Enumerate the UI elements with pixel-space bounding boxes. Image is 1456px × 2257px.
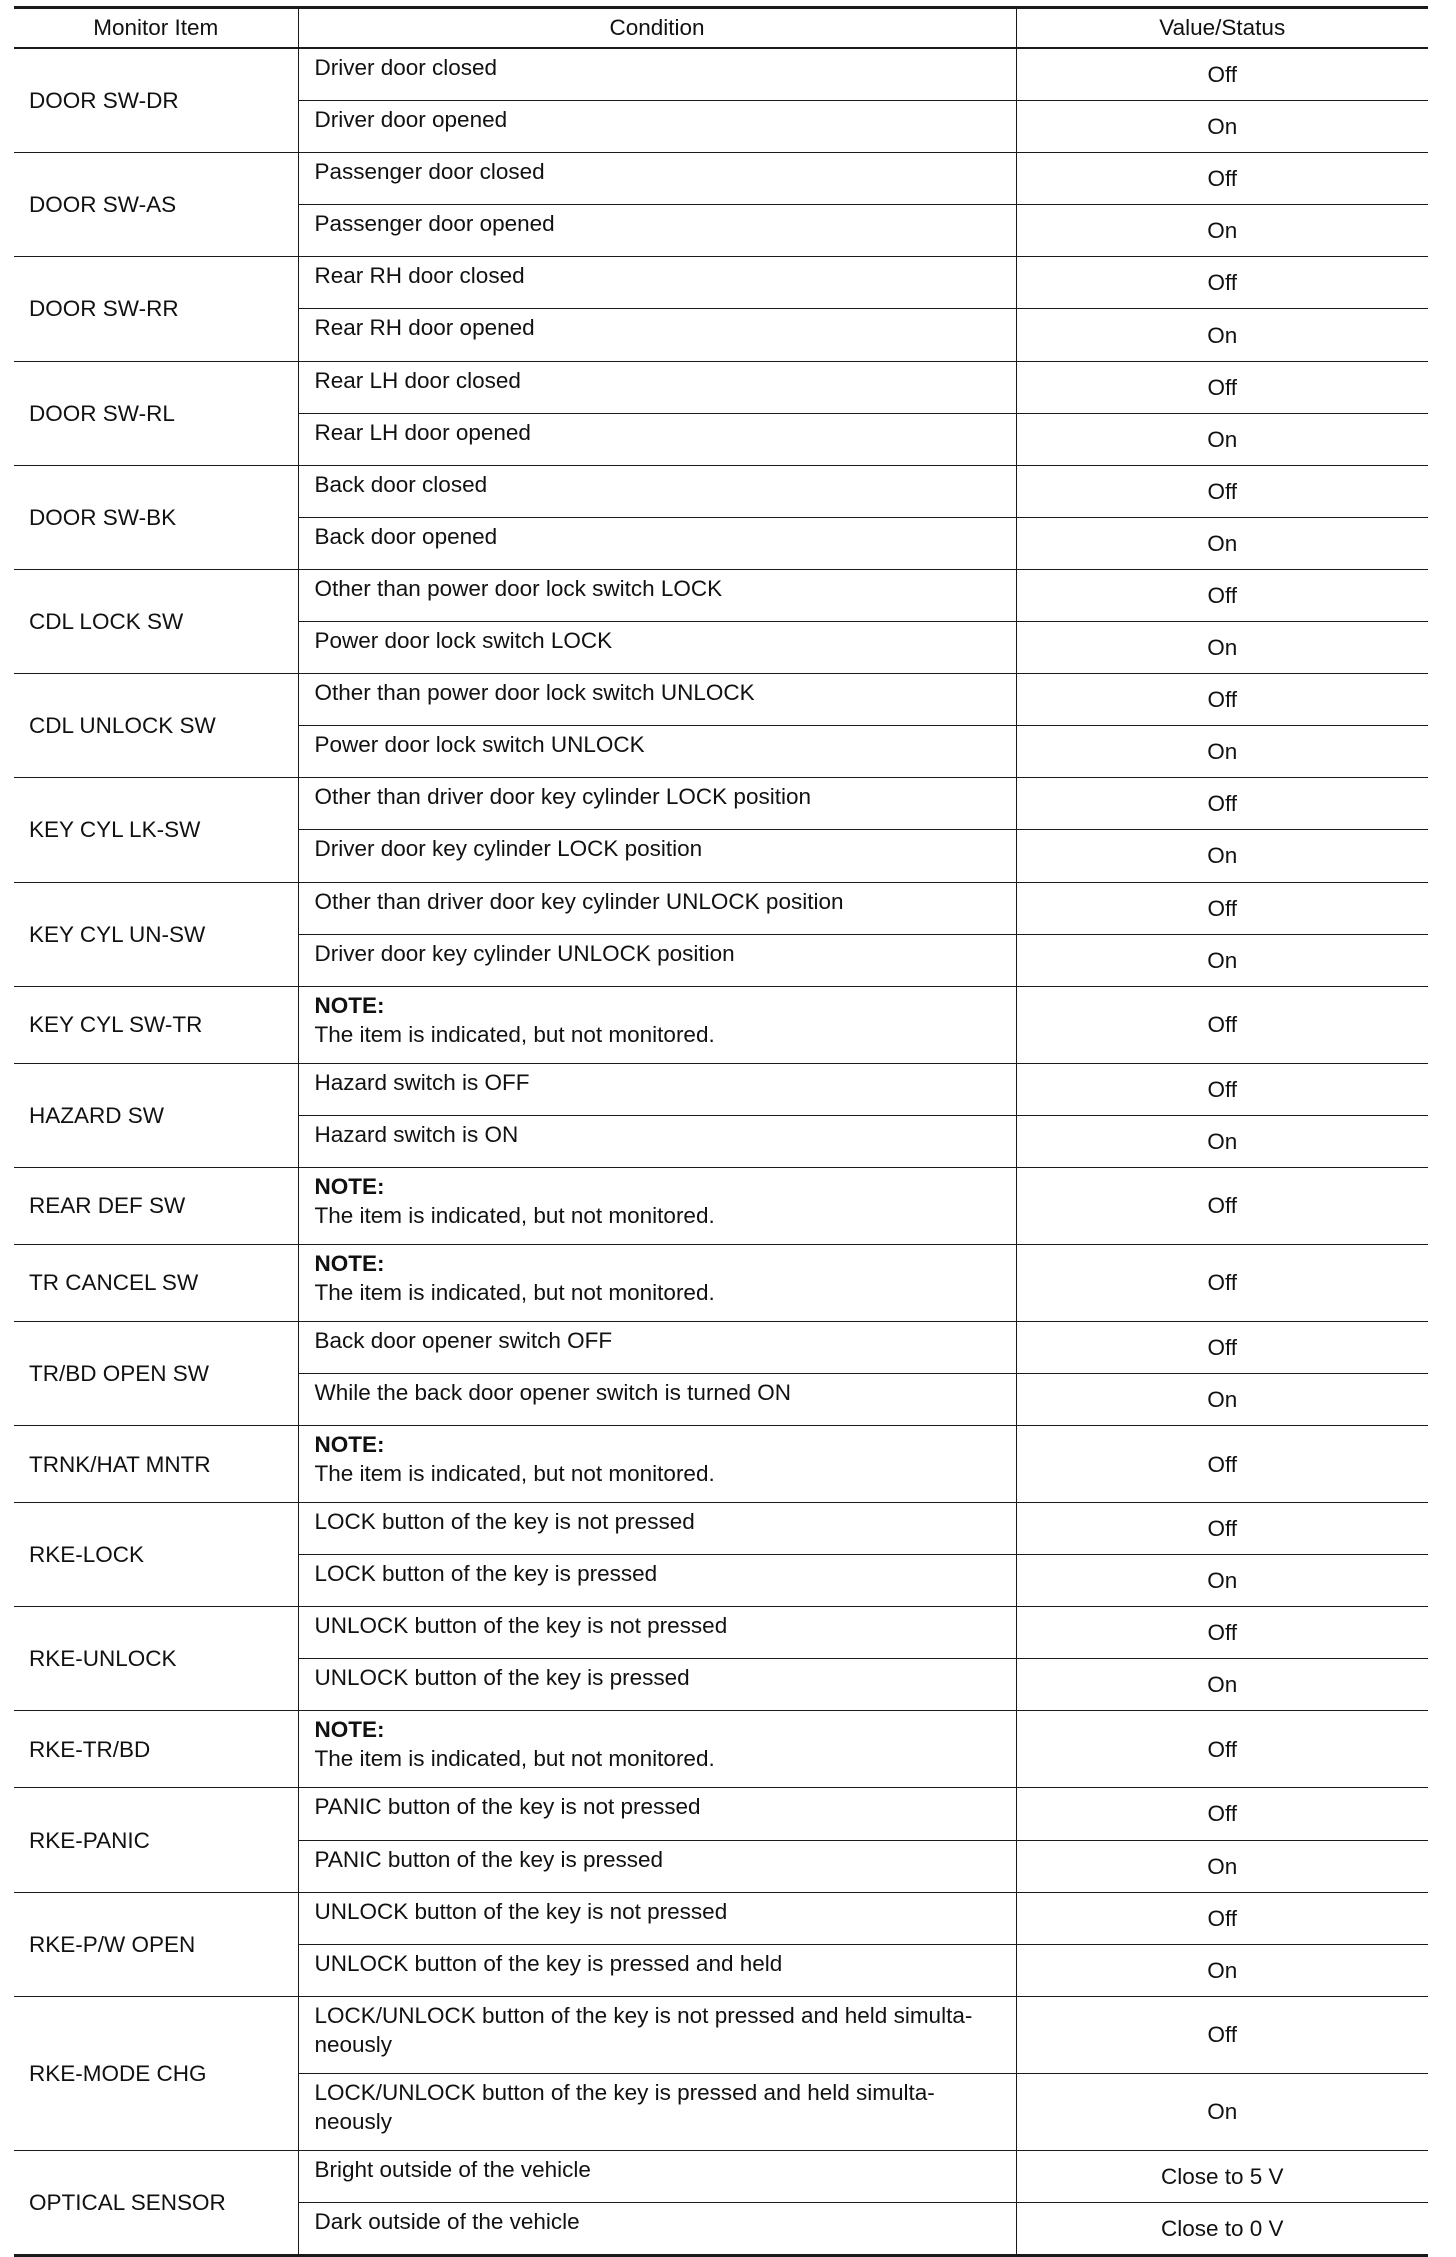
value-status-cell: On <box>1016 413 1428 465</box>
note-text: The item is indicated, but not monitored. <box>314 1461 715 1487</box>
monitor-item-cell: KEY CYL SW-TR <box>14 986 298 1063</box>
table-body <box>14 48 1428 2256</box>
monitor-item-cell: RKE-PANIC <box>14 1788 298 1892</box>
monitor-item-cell: KEY CYL UN-SW <box>14 882 298 986</box>
condition-cell: Other than power door lock switch UNLOCK <box>298 674 1016 726</box>
condition-cell: Power door lock switch UNLOCK <box>298 726 1016 778</box>
monitor-item-cell: TR CANCEL SW <box>14 1244 298 1321</box>
value-status-cell: On <box>1016 1115 1428 1167</box>
note-text: The item is indicated, but not monitored. <box>314 1746 715 1772</box>
value-status-cell: On <box>1016 934 1428 986</box>
table-row <box>14 986 1428 1063</box>
monitor-item-cell: RKE-LOCK <box>14 1503 298 1607</box>
condition-cell: While the back door opener switch is turned ON <box>298 1373 1016 1425</box>
condition-cell: Hazard switch is ON <box>298 1115 1016 1167</box>
monitor-item-cell: DOOR SW-RR <box>14 257 298 361</box>
table-row <box>14 674 1428 726</box>
condition-note-cell <box>298 1426 1016 1503</box>
value-status-cell: Off <box>1016 153 1428 205</box>
header-value-status: Value/Status <box>1016 8 1428 49</box>
value-status-cell: Off <box>1016 465 1428 517</box>
table-row <box>14 2150 1428 2202</box>
condition-cell: Other than power door lock switch LOCK <box>298 569 1016 621</box>
table-row <box>14 257 1428 309</box>
table-row <box>14 1167 1428 1244</box>
value-status-cell: Off <box>1016 569 1428 621</box>
table-row <box>14 361 1428 413</box>
condition-cell: Rear RH door closed <box>298 257 1016 309</box>
value-status-cell: Off <box>1016 778 1428 830</box>
monitor-item-cell: DOOR SW-BK <box>14 465 298 569</box>
header-monitor-item: Monitor Item <box>14 8 298 49</box>
value-status-cell: Off <box>1016 1711 1428 1788</box>
table-row <box>14 1892 1428 1944</box>
condition-cell: Back door opener switch OFF <box>298 1321 1016 1373</box>
condition-cell: UNLOCK button of the key is pressed and held <box>298 1944 1016 1996</box>
monitor-item-cell: RKE-UNLOCK <box>14 1607 298 1711</box>
monitor-item-cell: RKE-TR/BD <box>14 1711 298 1788</box>
value-status-cell: Off <box>1016 882 1428 934</box>
value-status-cell: Off <box>1016 1244 1428 1321</box>
table-row <box>14 153 1428 205</box>
table-row <box>14 1321 1428 1373</box>
note-label: NOTE: <box>314 1173 385 1199</box>
value-status-cell: On <box>1016 830 1428 882</box>
value-status-cell: On <box>1016 309 1428 361</box>
condition-cell: LOCK button of the key is pressed <box>298 1555 1016 1607</box>
monitor-item-cell: RKE-P/W OPEN <box>14 1892 298 1996</box>
value-status-cell: On <box>1016 726 1428 778</box>
header-condition: Condition <box>298 8 1016 49</box>
value-status-cell: On <box>1016 1555 1428 1607</box>
value-status-cell: Off <box>1016 1996 1428 2073</box>
note-label: NOTE: <box>314 1717 385 1743</box>
note-text: The item is indicated, but not monitored. <box>314 1279 715 1305</box>
value-status-cell: Off <box>1016 361 1428 413</box>
value-status-cell: On <box>1016 205 1428 257</box>
table-row <box>14 1244 1428 1321</box>
condition-cell: UNLOCK button of the key is not pressed <box>298 1607 1016 1659</box>
monitor-table-container <box>14 6 1428 2257</box>
value-status-cell: Off <box>1016 1503 1428 1555</box>
condition-cell: Back door opened <box>298 517 1016 569</box>
value-status-cell: On <box>1016 1840 1428 1892</box>
value-status-cell: Close to 5 V <box>1016 2150 1428 2202</box>
monitor-item-cell: REAR DEF SW <box>14 1167 298 1244</box>
note-text: The item is indicated, but not monitored. <box>314 1202 715 1228</box>
monitor-item-cell: TR/BD OPEN SW <box>14 1321 298 1425</box>
condition-cell: Power door lock switch LOCK <box>298 622 1016 674</box>
monitor-item-cell: CDL UNLOCK SW <box>14 674 298 778</box>
value-status-cell: Off <box>1016 1063 1428 1115</box>
value-status-cell: On <box>1016 1373 1428 1425</box>
monitor-item-cell: DOOR SW-RL <box>14 361 298 465</box>
condition-note-cell <box>298 1167 1016 1244</box>
condition-cell: Other than driver door key cylinder UNLOCK position <box>298 882 1016 934</box>
table-row <box>14 465 1428 517</box>
table-row <box>14 1711 1428 1788</box>
table-row <box>14 1063 1428 1115</box>
table-row <box>14 1426 1428 1503</box>
condition-cell: UNLOCK button of the key is pressed <box>298 1659 1016 1711</box>
monitor-item-cell: RKE-MODE CHG <box>14 1996 298 2150</box>
table-row <box>14 1788 1428 1840</box>
condition-note-cell <box>298 1711 1016 1788</box>
condition-cell: LOCK button of the key is not pressed <box>298 1503 1016 1555</box>
monitor-item-cell: TRNK/HAT MNTR <box>14 1426 298 1503</box>
condition-cell: Driver door opened <box>298 101 1016 153</box>
condition-cell: UNLOCK button of the key is not pressed <box>298 1892 1016 1944</box>
monitor-item-cell: CDL LOCK SW <box>14 569 298 673</box>
monitor-item-cell: OPTICAL SENSOR <box>14 2150 298 2255</box>
condition-note-cell <box>298 1244 1016 1321</box>
value-status-cell: Off <box>1016 674 1428 726</box>
condition-cell: Other than driver door key cylinder LOCK position <box>298 778 1016 830</box>
condition-cell: Driver door key cylinder LOCK position <box>298 830 1016 882</box>
value-status-cell: Off <box>1016 1321 1428 1373</box>
table-row <box>14 1503 1428 1555</box>
value-status-cell: On <box>1016 2073 1428 2150</box>
value-status-cell: On <box>1016 1944 1428 1996</box>
condition-note-cell <box>298 986 1016 1063</box>
condition-cell: Driver door closed <box>298 48 1016 101</box>
value-status-cell: Off <box>1016 1167 1428 1244</box>
table-row <box>14 1607 1428 1659</box>
note-text: The item is indicated, but not monitored. <box>314 1021 715 1047</box>
condition-cell: Bright outside of the vehicle <box>298 2150 1016 2202</box>
value-status-cell: Off <box>1016 1426 1428 1503</box>
condition-cell: Rear RH door opened <box>298 309 1016 361</box>
value-status-cell: Close to 0 V <box>1016 2202 1428 2255</box>
monitor-item-cell: KEY CYL LK-SW <box>14 778 298 882</box>
table-row <box>14 778 1428 830</box>
monitor-item-table <box>14 6 1428 2257</box>
table-row <box>14 882 1428 934</box>
condition-cell: Rear LH door opened <box>298 413 1016 465</box>
value-status-cell: On <box>1016 622 1428 674</box>
condition-cell: Passenger door opened <box>298 205 1016 257</box>
value-status-cell: Off <box>1016 986 1428 1063</box>
condition-cell: Hazard switch is OFF <box>298 1063 1016 1115</box>
condition-cell: Back door closed <box>298 465 1016 517</box>
value-status-cell: Off <box>1016 1788 1428 1840</box>
table-row <box>14 48 1428 101</box>
table-header-row <box>14 8 1428 49</box>
condition-cell: PANIC button of the key is pressed <box>298 1840 1016 1892</box>
value-status-cell: Off <box>1016 1892 1428 1944</box>
condition-cell: Rear LH door closed <box>298 361 1016 413</box>
condition-cell: Dark outside of the vehicle <box>298 2202 1016 2255</box>
note-label: NOTE: <box>314 992 385 1018</box>
value-status-cell: On <box>1016 1659 1428 1711</box>
condition-cell: Passenger door closed <box>298 153 1016 205</box>
table-row <box>14 569 1428 621</box>
condition-cell: LOCK/UNLOCK button of the key is not pressed and held simulta- neously <box>298 1996 1016 2073</box>
condition-cell: LOCK/UNLOCK button of the key is pressed and held simulta- neously <box>298 2073 1016 2150</box>
condition-cell: Driver door key cylinder UNLOCK position <box>298 934 1016 986</box>
condition-cell: PANIC button of the key is not pressed <box>298 1788 1016 1840</box>
value-status-cell: Off <box>1016 1607 1428 1659</box>
value-status-cell: Off <box>1016 257 1428 309</box>
table-row <box>14 1996 1428 2073</box>
value-status-cell: Off <box>1016 48 1428 101</box>
note-label: NOTE: <box>314 1432 385 1458</box>
value-status-cell: On <box>1016 101 1428 153</box>
monitor-item-cell: DOOR SW-AS <box>14 153 298 257</box>
monitor-item-cell: HAZARD SW <box>14 1063 298 1167</box>
value-status-cell: On <box>1016 517 1428 569</box>
note-label: NOTE: <box>314 1250 385 1276</box>
monitor-item-cell: DOOR SW-DR <box>14 48 298 153</box>
